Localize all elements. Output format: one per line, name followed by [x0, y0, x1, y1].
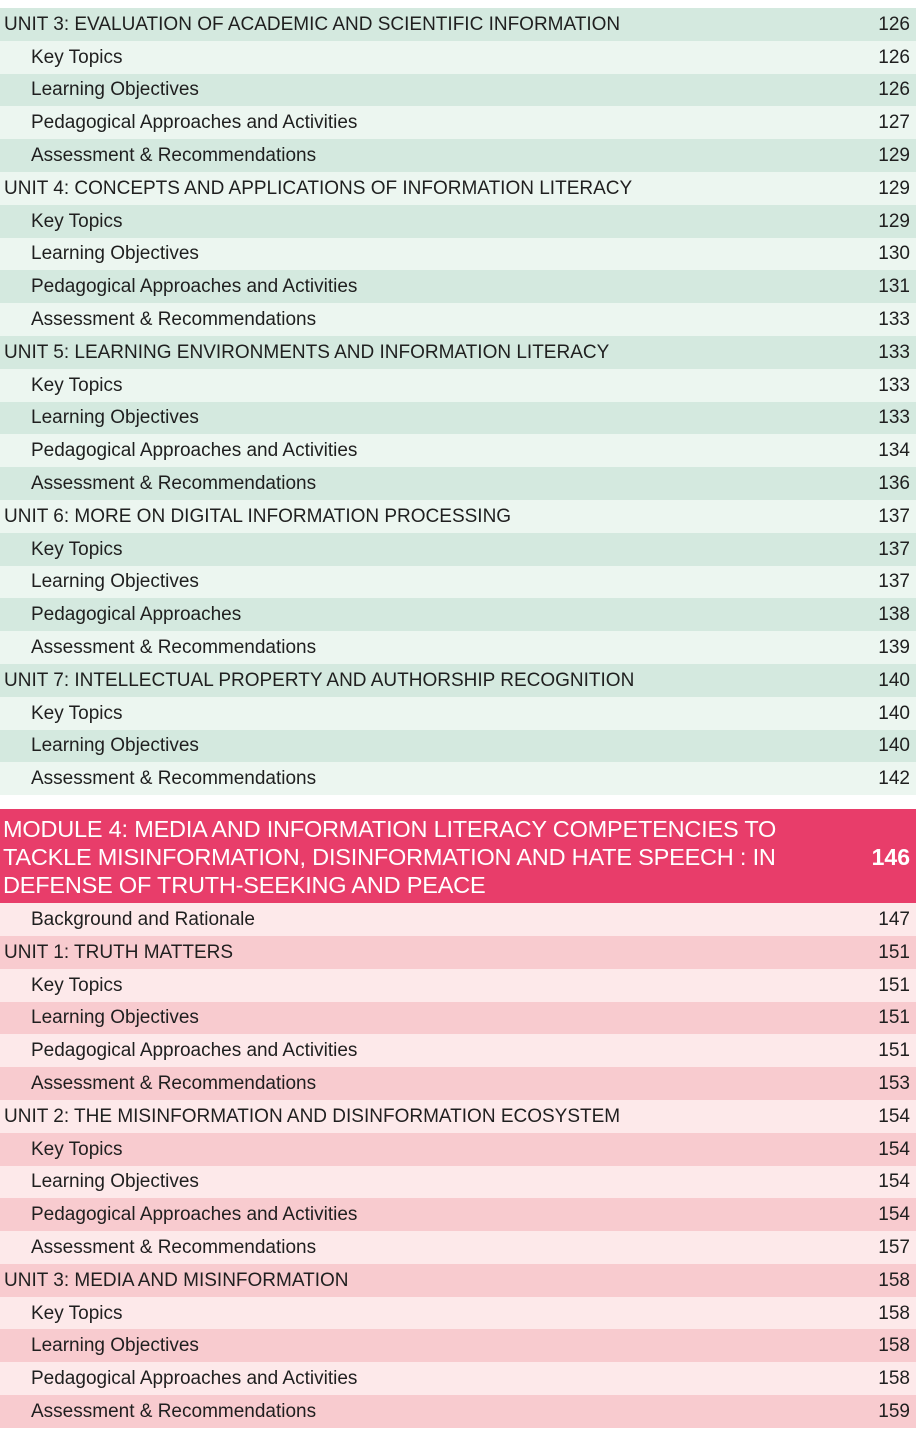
table-of-contents [0, 8, 916, 1428]
toc-page-number: 147 [878, 909, 910, 931]
toc-page-number: 142 [878, 768, 910, 790]
toc-entry-label: UNIT 3: MEDIA AND MISINFORMATION [4, 1269, 349, 1291]
toc-page-number: 136 [878, 473, 910, 495]
toc-page-number: 126 [878, 13, 910, 35]
toc-page-number: 127 [878, 112, 910, 134]
toc-entry-label: UNIT 6: MORE ON DIGITAL INFORMATION PROCESSING [4, 505, 512, 527]
toc-subentry[interactable] [0, 631, 916, 664]
toc-entry-label: Assessment & Recommendations [31, 637, 317, 659]
toc-subentry[interactable] [0, 106, 916, 139]
toc-subentry[interactable] [0, 730, 916, 763]
toc-page-number: 134 [878, 440, 910, 462]
toc-entry-label: Key Topics [31, 538, 123, 560]
toc-page-number: 153 [878, 1073, 910, 1094]
toc-page-number: 158 [878, 1302, 910, 1324]
toc-page-number: 133 [878, 341, 910, 363]
toc-page-number: 129 [878, 210, 910, 232]
toc-entry-label: Pedagogical Approaches and Activities [31, 1040, 358, 1062]
toc-entry-label: Learning Objectives [31, 407, 199, 429]
toc-page-number: 154 [878, 1171, 910, 1193]
toc-subentry[interactable] [0, 1329, 916, 1362]
toc-subentry[interactable] [0, 1067, 916, 1100]
toc-page-number: 140 [878, 702, 910, 724]
toc-subentry[interactable] [0, 74, 916, 107]
toc-entry-label: Pedagogical Approaches and Activities [31, 1204, 358, 1226]
toc-unit-entry[interactable] [0, 500, 916, 533]
toc-page-number: 137 [878, 505, 910, 527]
toc-entry-label: UNIT 4: CONCEPTS AND APPLICATIONS OF INFORMATION LITERACY [4, 177, 633, 199]
toc-entry-label: Learning Objectives [31, 571, 199, 593]
toc-page-number: 133 [878, 374, 910, 396]
toc-unit-entry[interactable] [0, 664, 916, 697]
toc-entry-label: Key Topics [31, 374, 123, 396]
toc-entry-label: Assessment & Recommendations [31, 768, 317, 790]
toc-subentry[interactable] [0, 1231, 916, 1264]
toc-subentry[interactable] [0, 303, 916, 336]
toc-page-number: 157 [878, 1236, 910, 1258]
toc-entry-label: Pedagogical Approaches and Activities [31, 1368, 358, 1390]
toc-subentry[interactable] [0, 270, 916, 303]
toc-subentry[interactable] [0, 697, 916, 730]
toc-page-number: 140 [878, 735, 910, 757]
toc-subentry[interactable] [0, 598, 916, 631]
toc-entry-label: UNIT 5: LEARNING ENVIRONMENTS AND INFORMATION LITERACY [4, 341, 610, 363]
module-title: MODULE 4: MEDIA AND INFORMATION LITERACY COMPETENCIES TO TACKLE MISINFORMATION, DISINFORMATION AND HATE SPEECH : IN DEFENSE OF TRUTH-SEEKING AND PEACE [3, 816, 777, 899]
toc-entry-label: Key Topics [31, 46, 123, 68]
toc-page-number: 158 [878, 1335, 910, 1357]
toc-entry-label: Background and Rationale [31, 909, 255, 931]
toc-subentry[interactable] [0, 1297, 916, 1330]
toc-page-number: 151 [878, 941, 910, 963]
toc-page-number: 154 [878, 1204, 910, 1226]
toc-page-number: 159 [878, 1400, 910, 1422]
toc-subentry[interactable] [0, 139, 916, 172]
toc-subentry[interactable] [0, 566, 916, 599]
module-4-heading[interactable] [0, 809, 916, 903]
section-divider [0, 795, 916, 809]
toc-entry-label: Pedagogical Approaches and Activities [31, 112, 358, 134]
toc-entry-label: Learning Objectives [31, 735, 199, 757]
toc-entry-label: Learning Objectives [31, 1335, 199, 1357]
toc-entry-label: Pedagogical Approaches and Activities [31, 440, 358, 462]
toc-entry-label: Learning Objectives [31, 1171, 199, 1193]
toc-subentry[interactable] [0, 467, 916, 500]
toc-entry-label: Assessment & Recommendations [31, 1073, 317, 1094]
toc-unit-entry[interactable] [0, 336, 916, 369]
toc-unit-entry[interactable] [0, 1264, 916, 1297]
toc-page-number: 126 [878, 46, 910, 68]
toc-page-number: 158 [878, 1269, 910, 1291]
toc-subentry[interactable] [0, 1133, 916, 1166]
toc-page-number: 151 [878, 974, 910, 996]
toc-page-number: 133 [878, 309, 910, 331]
toc-unit-entry[interactable] [0, 8, 916, 41]
toc-entry-label: UNIT 2: THE MISINFORMATION AND DISINFORMATION ECOSYSTEM [4, 1105, 621, 1127]
toc-entry-label: Pedagogical Approaches and Activities [31, 276, 358, 298]
toc-page-number: 138 [878, 604, 910, 626]
toc-entry-label: UNIT 3: EVALUATION OF ACADEMIC AND SCIENTIFIC INFORMATION [4, 13, 621, 35]
toc-entry-label: Assessment & Recommendations [31, 309, 317, 331]
toc-subentry[interactable] [0, 969, 916, 1002]
toc-entry-label: Learning Objectives [31, 243, 199, 265]
toc-entry-label: Learning Objectives [31, 1007, 199, 1029]
toc-entry-label: Assessment & Recommendations [31, 1400, 317, 1422]
toc-subentry[interactable] [0, 1034, 916, 1067]
toc-page-number: 151 [878, 1007, 910, 1029]
toc-subentry[interactable] [0, 434, 916, 467]
toc-page-number: 130 [878, 243, 910, 265]
toc-subentry[interactable] [0, 533, 916, 566]
toc-entry-label: Pedagogical Approaches [31, 604, 242, 626]
toc-entry-label: Key Topics [31, 1302, 123, 1324]
toc-page-number: 137 [878, 538, 910, 560]
toc-page-number: 129 [878, 177, 910, 199]
toc-entry-label: UNIT 1: TRUTH MATTERS [4, 941, 234, 963]
toc-section-module-3 [0, 8, 916, 795]
toc-entry-label: Key Topics [31, 974, 123, 996]
toc-unit-entry[interactable] [0, 172, 916, 205]
toc-subentry[interactable] [0, 1002, 916, 1035]
toc-entry-label: Key Topics [31, 1138, 123, 1160]
module-page-number: 146 [871, 843, 910, 870]
toc-page-number: 139 [878, 637, 910, 659]
toc-unit-entry[interactable] [0, 1100, 916, 1133]
toc-page-number: 129 [878, 145, 910, 167]
toc-subentry[interactable] [0, 903, 916, 936]
toc-subentry[interactable] [0, 238, 916, 271]
toc-page-number: 154 [878, 1105, 910, 1127]
toc-page-number: 126 [878, 79, 910, 101]
toc-page-number: 137 [878, 571, 910, 593]
toc-page-number: 158 [878, 1368, 910, 1390]
toc-entry-label: Key Topics [31, 210, 123, 232]
toc-entry-label: Key Topics [31, 702, 123, 724]
toc-page-number: 140 [878, 669, 910, 691]
toc-subentry[interactable] [0, 1166, 916, 1199]
toc-page-number: 133 [878, 407, 910, 429]
toc-subentry[interactable] [0, 402, 916, 435]
toc-entry-label: Assessment & Recommendations [31, 473, 317, 495]
toc-subentry[interactable] [0, 762, 916, 795]
toc-entry-label: UNIT 7: INTELLECTUAL PROPERTY AND AUTHORSHIP RECOGNITION [4, 669, 635, 691]
toc-subentry[interactable] [0, 1395, 916, 1428]
toc-entry-label: Assessment & Recommendations [31, 145, 317, 167]
toc-subentry[interactable] [0, 1362, 916, 1395]
toc-entry-label: Assessment & Recommendations [31, 1236, 317, 1258]
toc-subentry[interactable] [0, 369, 916, 402]
toc-subentry[interactable] [0, 205, 916, 238]
toc-page-number: 154 [878, 1138, 910, 1160]
toc-subentry[interactable] [0, 1198, 916, 1231]
toc-entry-label: Learning Objectives [31, 79, 199, 101]
toc-page-number: 151 [878, 1040, 910, 1062]
toc-page-number: 131 [878, 276, 910, 298]
toc-unit-entry[interactable] [0, 936, 916, 969]
toc-section-module-4 [0, 903, 916, 1428]
toc-subentry[interactable] [0, 41, 916, 74]
